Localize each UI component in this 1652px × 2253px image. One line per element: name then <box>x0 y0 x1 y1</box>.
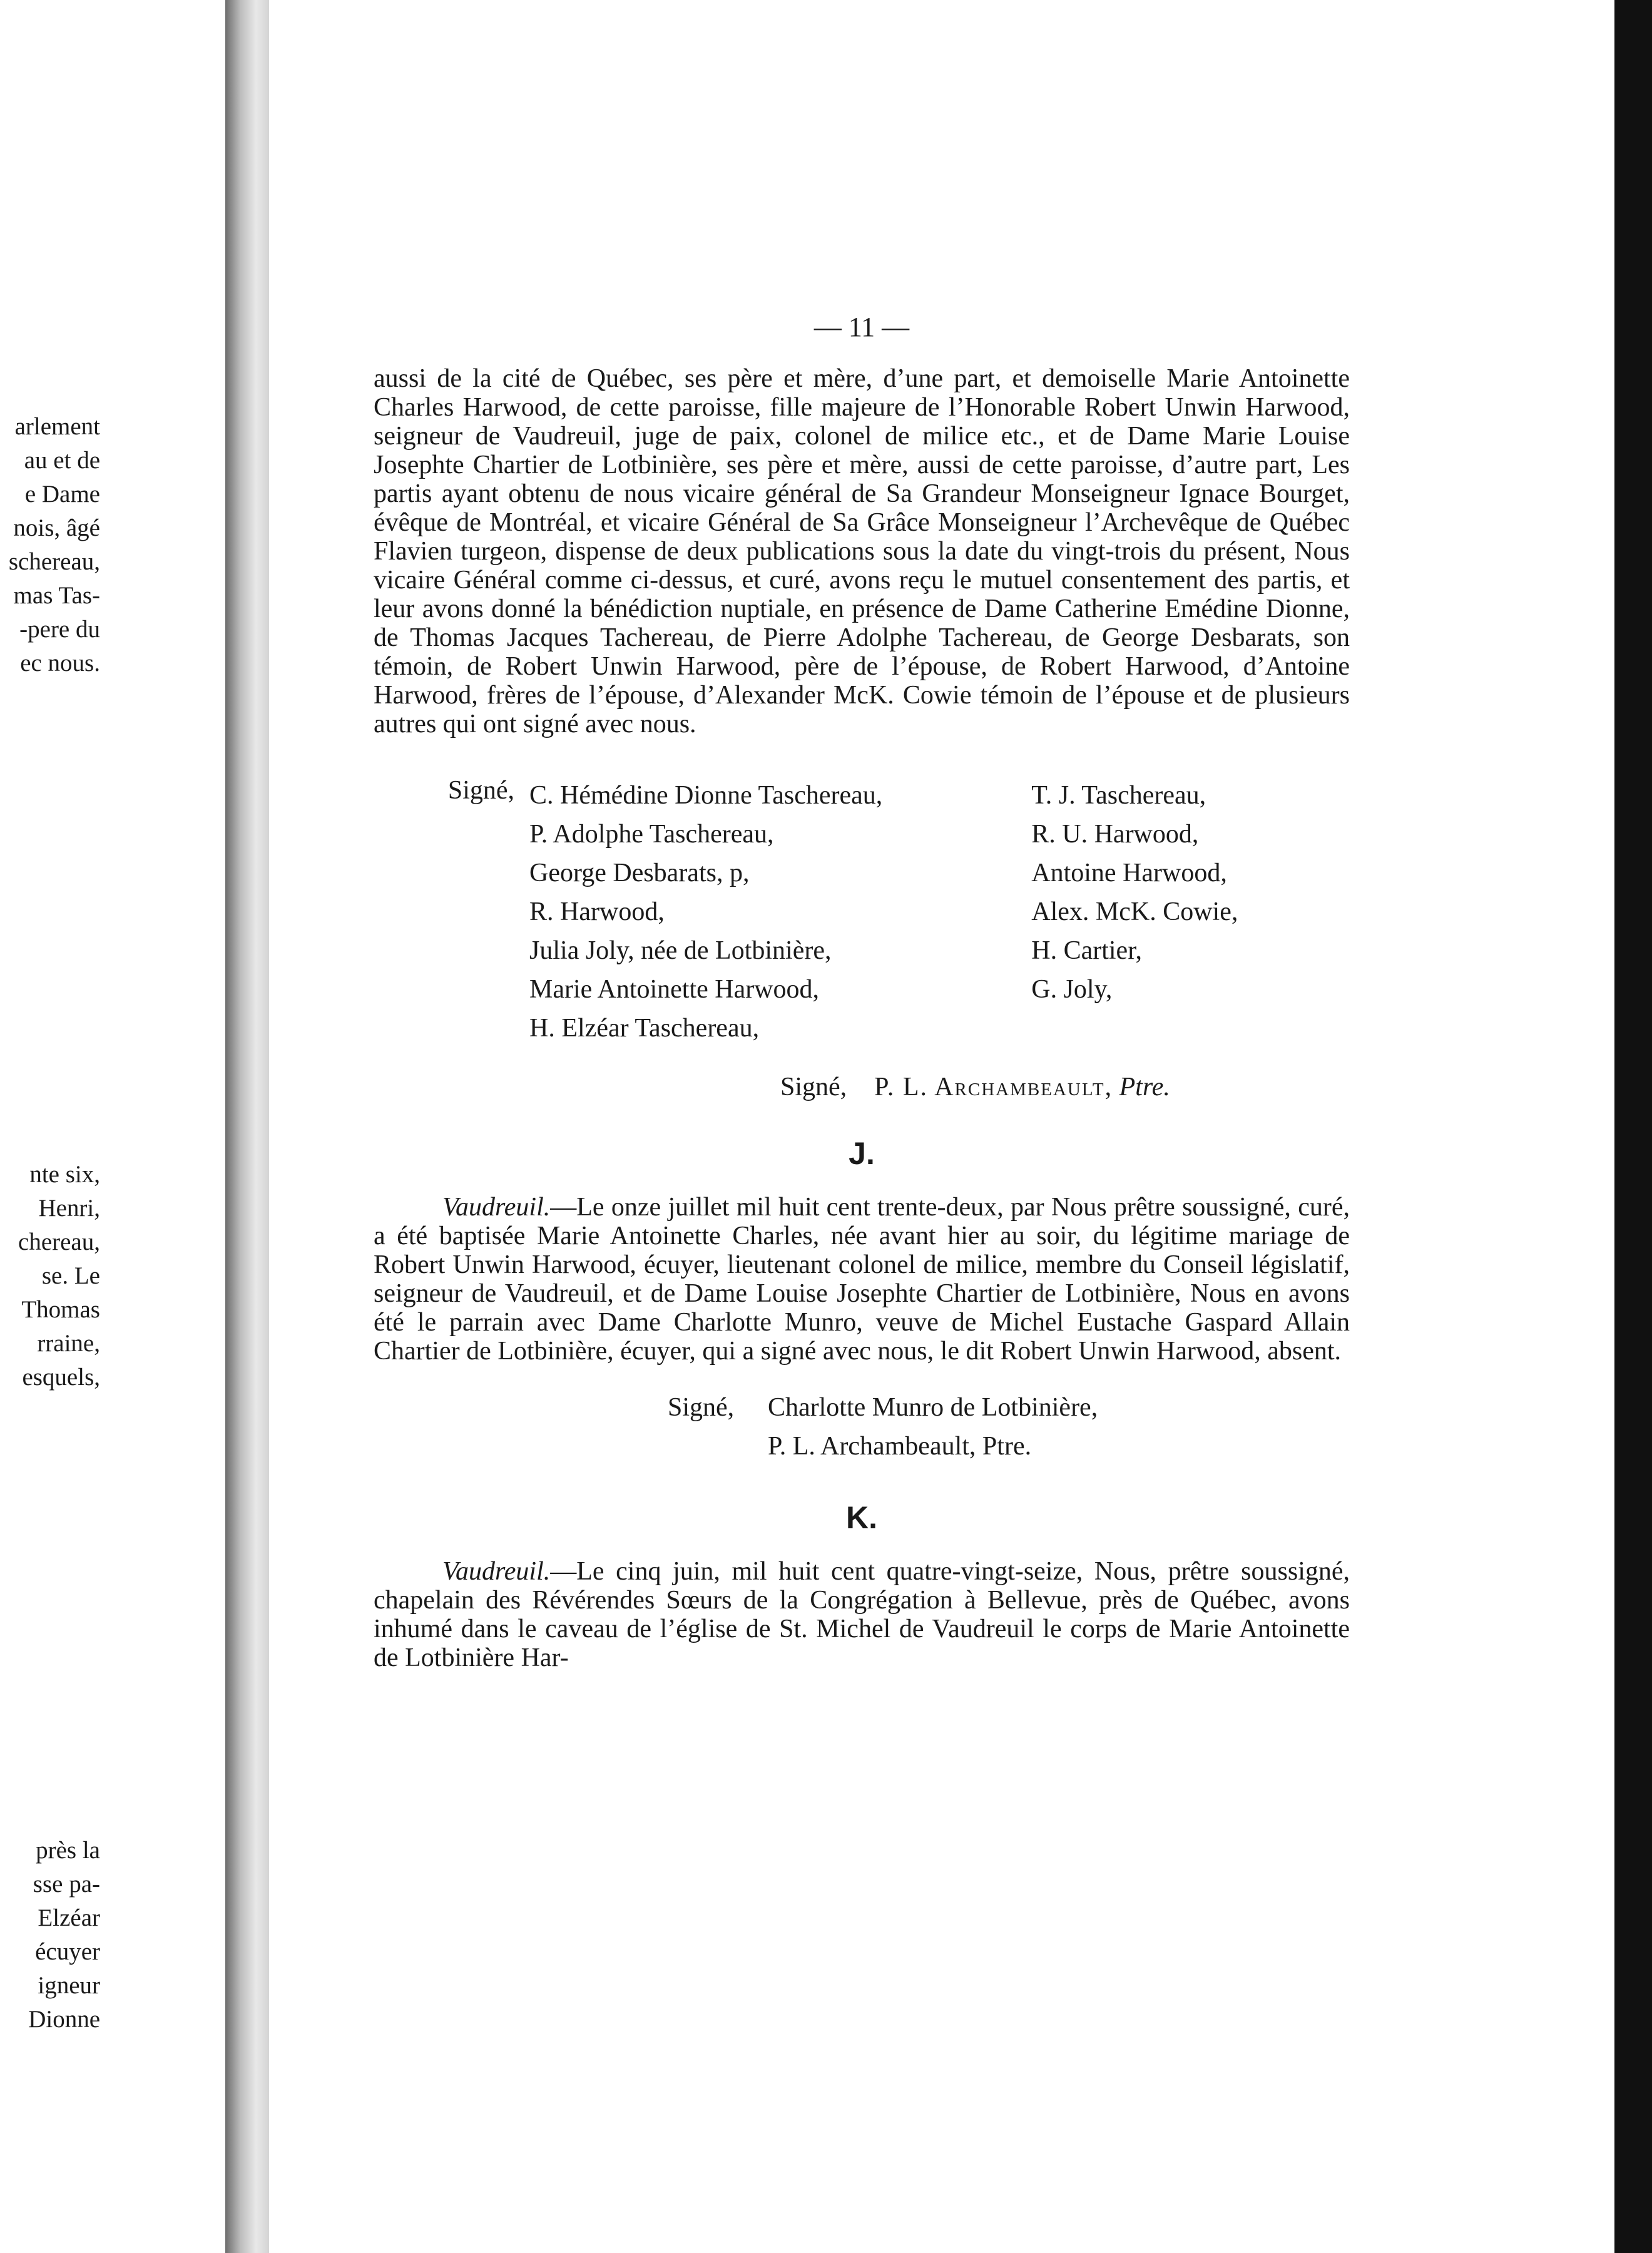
previous-page-lines-mid <box>0 1158 100 1394</box>
text-line: Dionne <box>28 2006 100 2033</box>
text-line: Thomas <box>21 1296 100 1323</box>
previous-page-lines-bottom <box>0 1834 100 2036</box>
priest-signature-line <box>374 1073 1350 1101</box>
section-heading-k: K. <box>846 1500 877 1535</box>
text-line: rraine, <box>37 1330 100 1357</box>
text-line: arlement <box>14 413 100 440</box>
page-edge-shadow <box>1614 0 1652 2253</box>
text-line: mas Tas- <box>13 582 100 609</box>
text-line: écuyer <box>35 1938 100 1965</box>
page-number: — 11 — <box>813 312 910 342</box>
previous-page-lines-top <box>0 410 100 680</box>
marriage-record-paragraph: aussi de la cité de Québec, ses père et mère, d’une part, et demoiselle Marie Antoinette Charles Harwood, de cette paroisse, fille majeure de l’Honorable Robert Unwin Harwood, seigneur de Vaudreuil, juge de paix, colonel de milice etc., et de Dame Marie Louise Josephte Chartier de Lotbinière, ses père et mère, aussi de cette paroisse, d’autre part, Les partis ayant obtenu de nous vicaire général de Sa Grandeur Monseigneur Ignace Bourget, évêque de Montréal, et vicaire Général de Sa Grâce Monseigneur l’Archevêque de Québec Flavien turgeon, dispense de deux publications sous la date du vingt-trois du présent, Nous vicaire Général comme ci-dessus, et curé, avons reçu le mutuel consentement des partis, et leur avons donné la bénédiction nuptiale, en présence de Dame Catherine Emédine Dionne, de Thomas Jacques Tachereau, de Pierre Adolphe Tachereau, de George Desbarats, son témoin, de Robert Unwin Harwood, père de l’épouse, de Robert Harwood, d’Antoine Harwood, frères de l’épouse, d’Alexander McK. Cowie témoin de l’épouse et de plusieurs autres qui ont signé avec nous. <box>374 364 1350 738</box>
text-line: sse pa- <box>33 1871 100 1898</box>
signature: Marie Antoinette Harwood, <box>529 975 820 1004</box>
signatures-column-1 <box>529 776 1031 1048</box>
baptism-record-paragraph <box>374 1193 1350 1366</box>
burial-record-paragraph <box>374 1557 1350 1672</box>
text-line: Henri, <box>38 1195 100 1222</box>
signature: H. Elzéar Taschereau, <box>529 1014 760 1043</box>
signed-label: Signé, <box>668 1393 735 1422</box>
place-name: Vaudreuil. <box>442 1193 551 1222</box>
text-line: Elzéar <box>38 1904 100 1931</box>
text-line: se. Le <box>41 1262 100 1289</box>
text-line: esquels, <box>22 1364 100 1391</box>
signature: Alex. McK. Cowie, <box>1031 897 1238 926</box>
signature: H. Cartier, <box>1031 936 1143 965</box>
text-line: igneur <box>38 1972 100 1999</box>
signature: T. J. Taschereau, <box>1031 781 1206 810</box>
signature: P. L. Archambeault, Ptre. <box>768 1432 1032 1461</box>
place-name: Vaudreuil. <box>442 1557 551 1586</box>
baptism-signatures-block <box>374 1388 1350 1466</box>
text-line: -pere du <box>19 616 100 643</box>
baptism-signatures <box>768 1388 1098 1466</box>
previous-page-fragment <box>0 0 225 2253</box>
text-line: au et de <box>24 447 100 474</box>
priest-title: Ptre. <box>1119 1073 1170 1101</box>
text-line: e Dame <box>24 481 100 508</box>
signature: R. Harwood, <box>529 897 665 926</box>
record-text: —Le onze juillet mil huit cent trente-deux, par Nous prêtre soussigné, curé, a été baptisée Marie Antoinette Charles, née avant hier au soir, du légitime mariage de Robert Unwin Harwood, écuyer, lieutenant colonel de milice, membre du Conseil législatif, seigneur de Vaudreuil, et de Dame Louise Josephte Chartier de Lotbinière, Nous en avons été le parrain avec Dame Charlotte Munro, veuve de Michel Eustache Gaspard Allain Chartier de Lotbinière, écuyer, qui a signé avec nous, le dit Robert Unwin Harwood, absent. <box>374 1193 1350 1366</box>
text-line: nois, âgé <box>13 514 100 541</box>
signatures-block <box>374 776 1350 1048</box>
page-text-block <box>374 313 1350 1672</box>
text-line: ec nous. <box>20 650 100 677</box>
signed-label: Signé, <box>780 1073 847 1101</box>
book-gutter <box>225 0 269 2253</box>
text-line: schereau, <box>8 548 100 575</box>
signature: Antoine Harwood, <box>1031 859 1227 887</box>
text-line: chereau, <box>18 1229 100 1255</box>
priest-name: P. L. Archambeault, <box>874 1073 1113 1101</box>
signature: P. Adolphe Taschereau, <box>529 820 774 849</box>
signed-label: Signé, <box>447 776 515 805</box>
signatures-column-2 <box>1031 776 1350 1048</box>
main-page <box>269 0 1614 2253</box>
signature: George Desbarats, p, <box>529 859 750 887</box>
text-line: près la <box>36 1837 100 1864</box>
signature: C. Hémédine Dionne Taschereau, <box>529 781 883 810</box>
text-line: nte six, <box>29 1161 100 1188</box>
record-text: —Le cinq juin, mil huit cent quatre-vingt-seize, Nous, prêtre soussigné, chapelain des Révérendes Sœurs de la Congrégation à Bellevue, près de Québec, avons inhumé dans le caveau de l’église de St. Michel de Vaudreuil le corps de Marie Antoinette de Lotbinière Har- <box>374 1557 1350 1672</box>
signature: Julia Joly, née de Lotbinière, <box>529 936 832 965</box>
section-heading-j: J. <box>849 1136 875 1171</box>
signature: G. Joly, <box>1031 975 1113 1004</box>
signature: Charlotte Munro de Lotbinière, <box>768 1393 1098 1422</box>
signature: R. U. Harwood, <box>1031 820 1199 849</box>
